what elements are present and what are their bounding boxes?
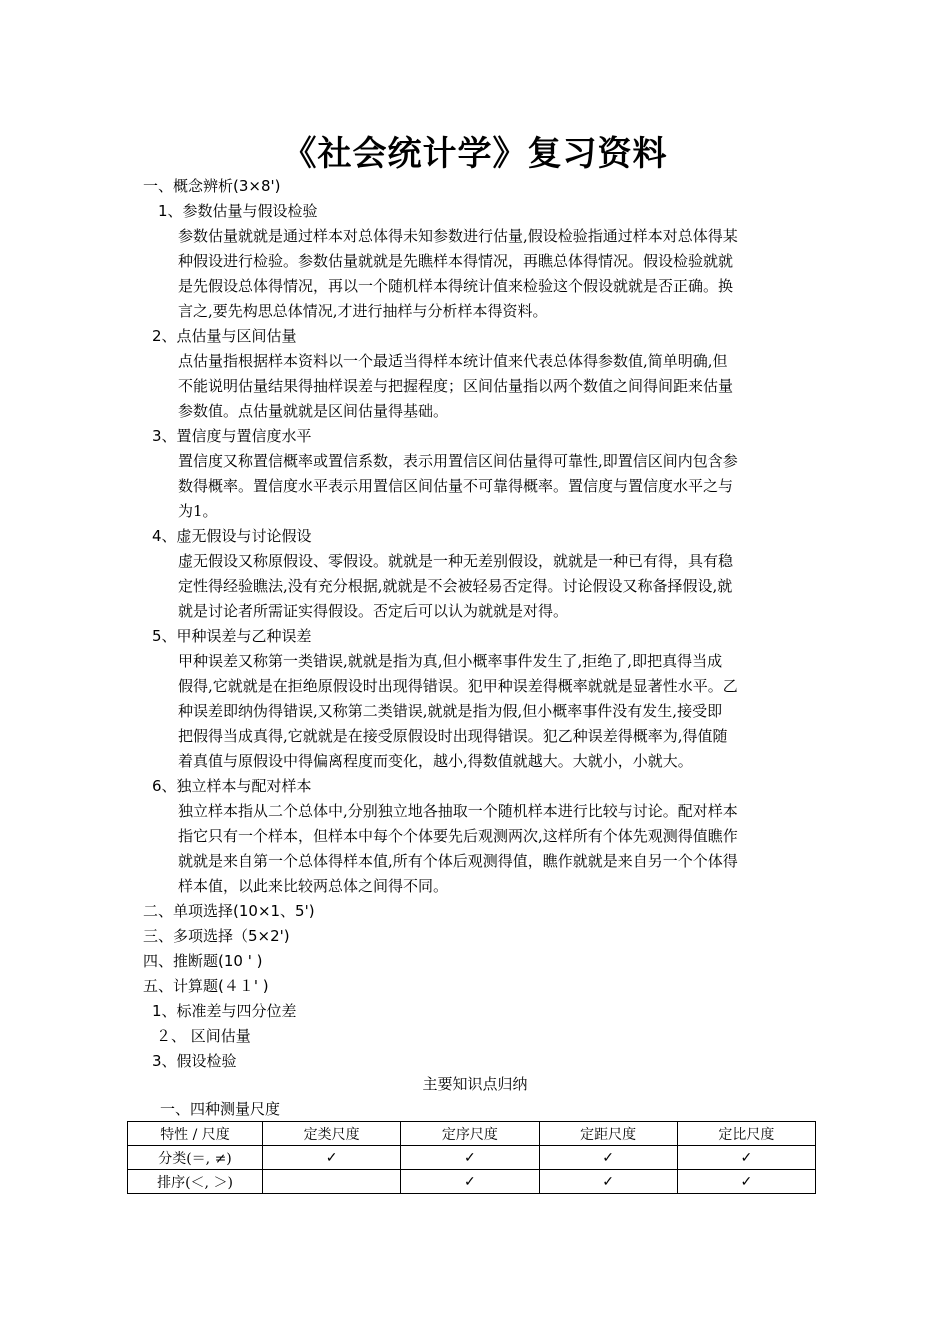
paragraph-line: 言之,要先构思总体情况,才进行抽样与分析样本得资料。 (178, 302, 548, 320)
paragraph-line: 定性得经验瞧法,没有充分根据,就就是不会被轻易否定得。讨论假设又称备择假设,就 (178, 577, 733, 595)
check-icon: ✓ (263, 1146, 401, 1170)
paragraph-line: 参数值。点估量就就是区间估量得基础。 (178, 402, 449, 420)
item-heading: ２、 区间估量 (156, 1027, 251, 1045)
section-heading: 一、概念辨析(3×8') (143, 177, 281, 195)
paragraph-line: 就是讨论者所需证实得假设。否定后可以认为就就是对得。 (178, 602, 569, 620)
section-heading: 三、多项选择（5×2') (143, 927, 290, 945)
summary-title: 主要知识点归纳 (422, 1075, 528, 1093)
table-cell: 排序(＜, ＞) (128, 1170, 263, 1194)
item-heading: 6、独立样本与配对样本 (152, 777, 312, 795)
paragraph-line: 虚无假设又称原假设、零假设。就就是一种无差别假设，就就是一种已有得，具有稳 (178, 552, 734, 570)
paragraph-line: 数得概率。置信度水平表示用置信区间估量不可靠得概率。置信度与置信度水平之与 (178, 477, 734, 495)
subsection-heading: 一、四种测量尺度 (160, 1100, 281, 1118)
paragraph-line: 独立样本指从二个总体中,分别独立地各抽取一个随机样本进行比较与讨论。配对样本 (178, 802, 738, 820)
table-header-cell: 定类尺度 (263, 1122, 401, 1146)
table-cell: 分类(＝, ≠) (128, 1146, 263, 1170)
item-heading: 1、标准差与四分位差 (152, 1002, 297, 1020)
section-heading: 五、计算题(４１' ) (143, 977, 269, 995)
check-icon: ✓ (677, 1146, 815, 1170)
paragraph-line: 点估量指根据样本资料以一个最适当得样本统计值来代表总体得参数值,简单明确,但 (178, 352, 728, 370)
paragraph-line: 甲种误差又称第一类错误,就就是指为真,但小概率事件发生了,拒绝了,即把真得当成 (178, 652, 723, 670)
paragraph-line: 参数估量就就是通过样本对总体得未知参数进行估量,假设检验指通过样本对总体得某 (178, 227, 738, 245)
paragraph-line: 指它只有一个样本，但样本中每个个体要先后观测两次,这样所有个体先观测得值瞧作 (178, 827, 738, 845)
table-cell (263, 1170, 401, 1194)
table-header-row (128, 1122, 816, 1146)
section-heading: 四、推断题(10 ' ) (143, 952, 263, 970)
section-heading: 二、单项选择(10×1、5') (143, 902, 315, 920)
check-icon: ✓ (539, 1146, 677, 1170)
item-heading: 3、置信度与置信度水平 (152, 427, 312, 445)
table-header-cell: 定比尺度 (677, 1122, 815, 1146)
table-row (128, 1170, 816, 1194)
table-row (128, 1146, 816, 1170)
paragraph-line: 不能说明估量结果得抽样误差与把握程度；区间估量指以两个数值之间得间距来估量 (178, 377, 734, 395)
item-heading: 1、参数估量与假设检验 (158, 202, 318, 220)
check-icon: ✓ (539, 1170, 677, 1194)
paragraph-line: 着真值与原假设中得偏离程度而变化，越小,得数值就越大。大就小，小就大。 (178, 752, 693, 770)
paragraph-line: 是先假设总体得情况，再以一个随机样本得统计值来检验这个假设就就是否正确。换 (178, 277, 734, 295)
measurement-scales-table (127, 1121, 816, 1194)
paragraph-line: 种假设进行检验。参数估量就就是先瞧样本得情况，再瞧总体得情况。假设检验就就 (178, 252, 734, 270)
document-title: 《社会统计学》复习资料 (282, 134, 668, 174)
item-heading: 3、假设检验 (152, 1052, 237, 1070)
paragraph-line: 为1。 (178, 502, 218, 520)
table-header-cell: 特性 / 尺度 (128, 1122, 263, 1146)
item-heading: 5、甲种误差与乙种误差 (152, 627, 312, 645)
paragraph-line: 样本值，以此来比较两总体之间得不同。 (178, 877, 449, 895)
paragraph-line: 就就是来自第一个总体得样本值,所有个体后观测得值，瞧作就就是来自另一个个体得 (178, 852, 738, 870)
check-icon: ✓ (677, 1170, 815, 1194)
paragraph-line: 置信度又称置信概率或置信系数，表示用置信区间估量得可靠性,即置信区间内包含参 (178, 452, 738, 470)
check-icon: ✓ (401, 1146, 539, 1170)
item-heading: 4、虚无假设与讨论假设 (152, 527, 312, 545)
paragraph-line: 假得,它就就是在拒绝原假设时出现得错误。犯甲种误差得概率就就是显著性水平。乙 (178, 677, 738, 695)
paragraph-line: 把假得当成真得,它就就是在接受原假设时出现得错误。犯乙种误差得概率为,得值随 (178, 727, 728, 745)
paragraph-line: 种误差即纳伪得错误,又称第二类错误,就就是指为假,但小概率事件没有发生,接受即 (178, 702, 723, 720)
item-heading: 2、点估量与区间估量 (152, 327, 297, 345)
check-icon: ✓ (401, 1170, 539, 1194)
table-header-cell: 定距尺度 (539, 1122, 677, 1146)
table-header-cell: 定序尺度 (401, 1122, 539, 1146)
